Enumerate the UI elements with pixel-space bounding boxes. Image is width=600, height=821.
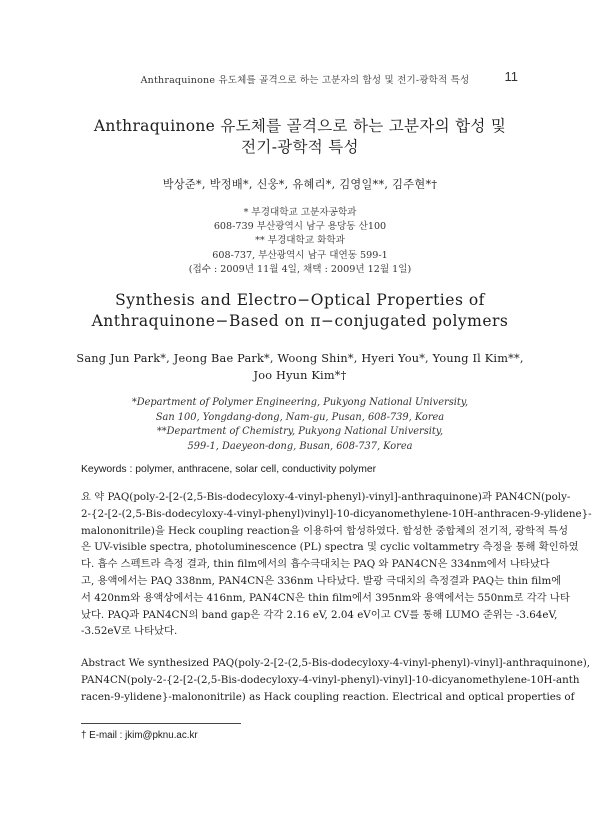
english-authors-line: Sang Jun Park*, Jeong Bae Park*, Woong Shin*, Hyeri You*, Young Il Kim**, xyxy=(76,352,524,365)
abstract-line: 은 UV-visible spectra, photoluminescence (PL) spectra 및 cyclic voltammetry 측정을 통해 확인하였 xyxy=(81,541,579,554)
page-number: 11 xyxy=(504,69,518,84)
affiliation-line: 608-737, 부산광역시 남구 대연동 599-1 xyxy=(212,249,388,261)
affiliation-line: San 100, Yongdang-dong, Nam-gu, Pusan, 608-739, Korea xyxy=(155,411,445,423)
affiliation-line: *Department of Polymer Engineering, Pukyong National University, xyxy=(131,397,469,408)
abstract-line: malononitrile)을 Heck coupling reaction을 이용하여 합성하였다. 합성한 중합체의 전기적, 광학적 특성 xyxy=(81,524,569,537)
abstract-line: 다. 흡수 스펙트라 측정 결과, thin film에서의 흡수극대치는 PAQ 와 PAN4CN은 334nm에서 나타났다 xyxy=(81,558,550,571)
abstract-line: 요 약 PAQ(poly-2-[2-(2,5-Bis-dodecyloxy-4-vinyl-phenyl)-vinyl]-anthraquinone)과 PAN4CN(poly- xyxy=(81,491,571,503)
affiliation-line: **Department of Chemistry, Pukyong National University, xyxy=(156,426,444,438)
korean-title xyxy=(60,116,540,158)
received-dates: (접수 : 2009년 11월 4일, 채택 : 2009년 12월 1일) xyxy=(188,263,412,275)
keywords: Keywords : polymer, anthracene, solar cell, conductivity polymer xyxy=(81,464,377,475)
korean-authors: 박상준*, 박정배*, 신웅*, 유혜리*, 김영일**, 김주현*† xyxy=(162,178,438,191)
english-authors xyxy=(60,350,540,384)
abstract-line: 고, 용액에서는 PAQ 338nm, PAN4CN은 336nm 나타났다. 발광 극대치의 측정결과 PAQ는 thin film에 xyxy=(81,574,562,587)
abstract-line: racen-9-ylidene}-malononitrile) as Hack coupling reaction. Electrical and optical properties of xyxy=(81,690,575,703)
english-authors-line: Joo Hyun Kim*† xyxy=(253,369,347,382)
corresponding-email-footnote: † E-mail : jkim@pknu.ac.kr xyxy=(81,730,198,741)
affiliation-line: 608-739 부산광역시 남구 용당동 산100 xyxy=(213,221,387,233)
english-title-line: Anthraquinone−Based on π−conjugated polymers xyxy=(91,312,509,330)
footnote-divider xyxy=(81,723,241,724)
affiliation-line: ** 부경대학교 화학과 xyxy=(255,235,345,247)
affiliation-line: 599-1, Daeyeon-dong, Busan, 608-737, Korea xyxy=(187,440,413,452)
abstract-line: 서 420nm와 용액상에서는 416nm, PAN4CN은 thin film에서 395nm와 용액에서는 550nm로 각각 나타 xyxy=(81,591,570,604)
english-title-line: Synthesis and Electro−Optical Properties of xyxy=(115,291,485,309)
abstract-line: Abstract We synthesized PAQ(poly-2-[2-(2,5-Bis-dodecyloxy-4-vinyl-phenyl)-vinyl]-anthraquinone), xyxy=(81,657,591,669)
korean-abstract xyxy=(81,489,592,640)
abstract-line: -3.52eV로 나타났다. xyxy=(81,625,178,638)
english-abstract xyxy=(81,655,591,705)
abstract-line: 났다. PAQ과 PAN4CN의 band gap은 각각 2.16 eV, 2.04 eV이고 CV를 통해 LUMO 준위는 -3.64eV, xyxy=(81,608,558,621)
korean-title-line: Anthraquinone 유도체를 골격으로 하는 고분자의 합성 및 xyxy=(93,117,507,135)
abstract-line: 2-{2-[2-(2,5-Bis-dodecyloxy-4-vinyl-phenyl)vinyl]-10-dicyanomethylene-10H-anthracen-9-ylidene}- xyxy=(81,507,592,520)
running-header: Anthraquinone 유도체를 골격으로 하는 고분자의 합성 및 전기-광학적 특성 xyxy=(140,75,470,86)
english-title xyxy=(60,290,540,332)
abstract-line: PAN4CN(poly-2-{2-[2-(2,5-Bis-dodecyloxy-4-vinyl-phenyl)-vinyl]-10-dicyanomethylene-10H-anth xyxy=(81,673,580,686)
english-affiliation xyxy=(60,396,540,454)
korean-title-line: 전기-광학적 특성 xyxy=(241,138,359,156)
korean-affiliation xyxy=(60,206,540,277)
affiliation-line: * 부경대학교 고분자공학과 xyxy=(243,207,357,218)
